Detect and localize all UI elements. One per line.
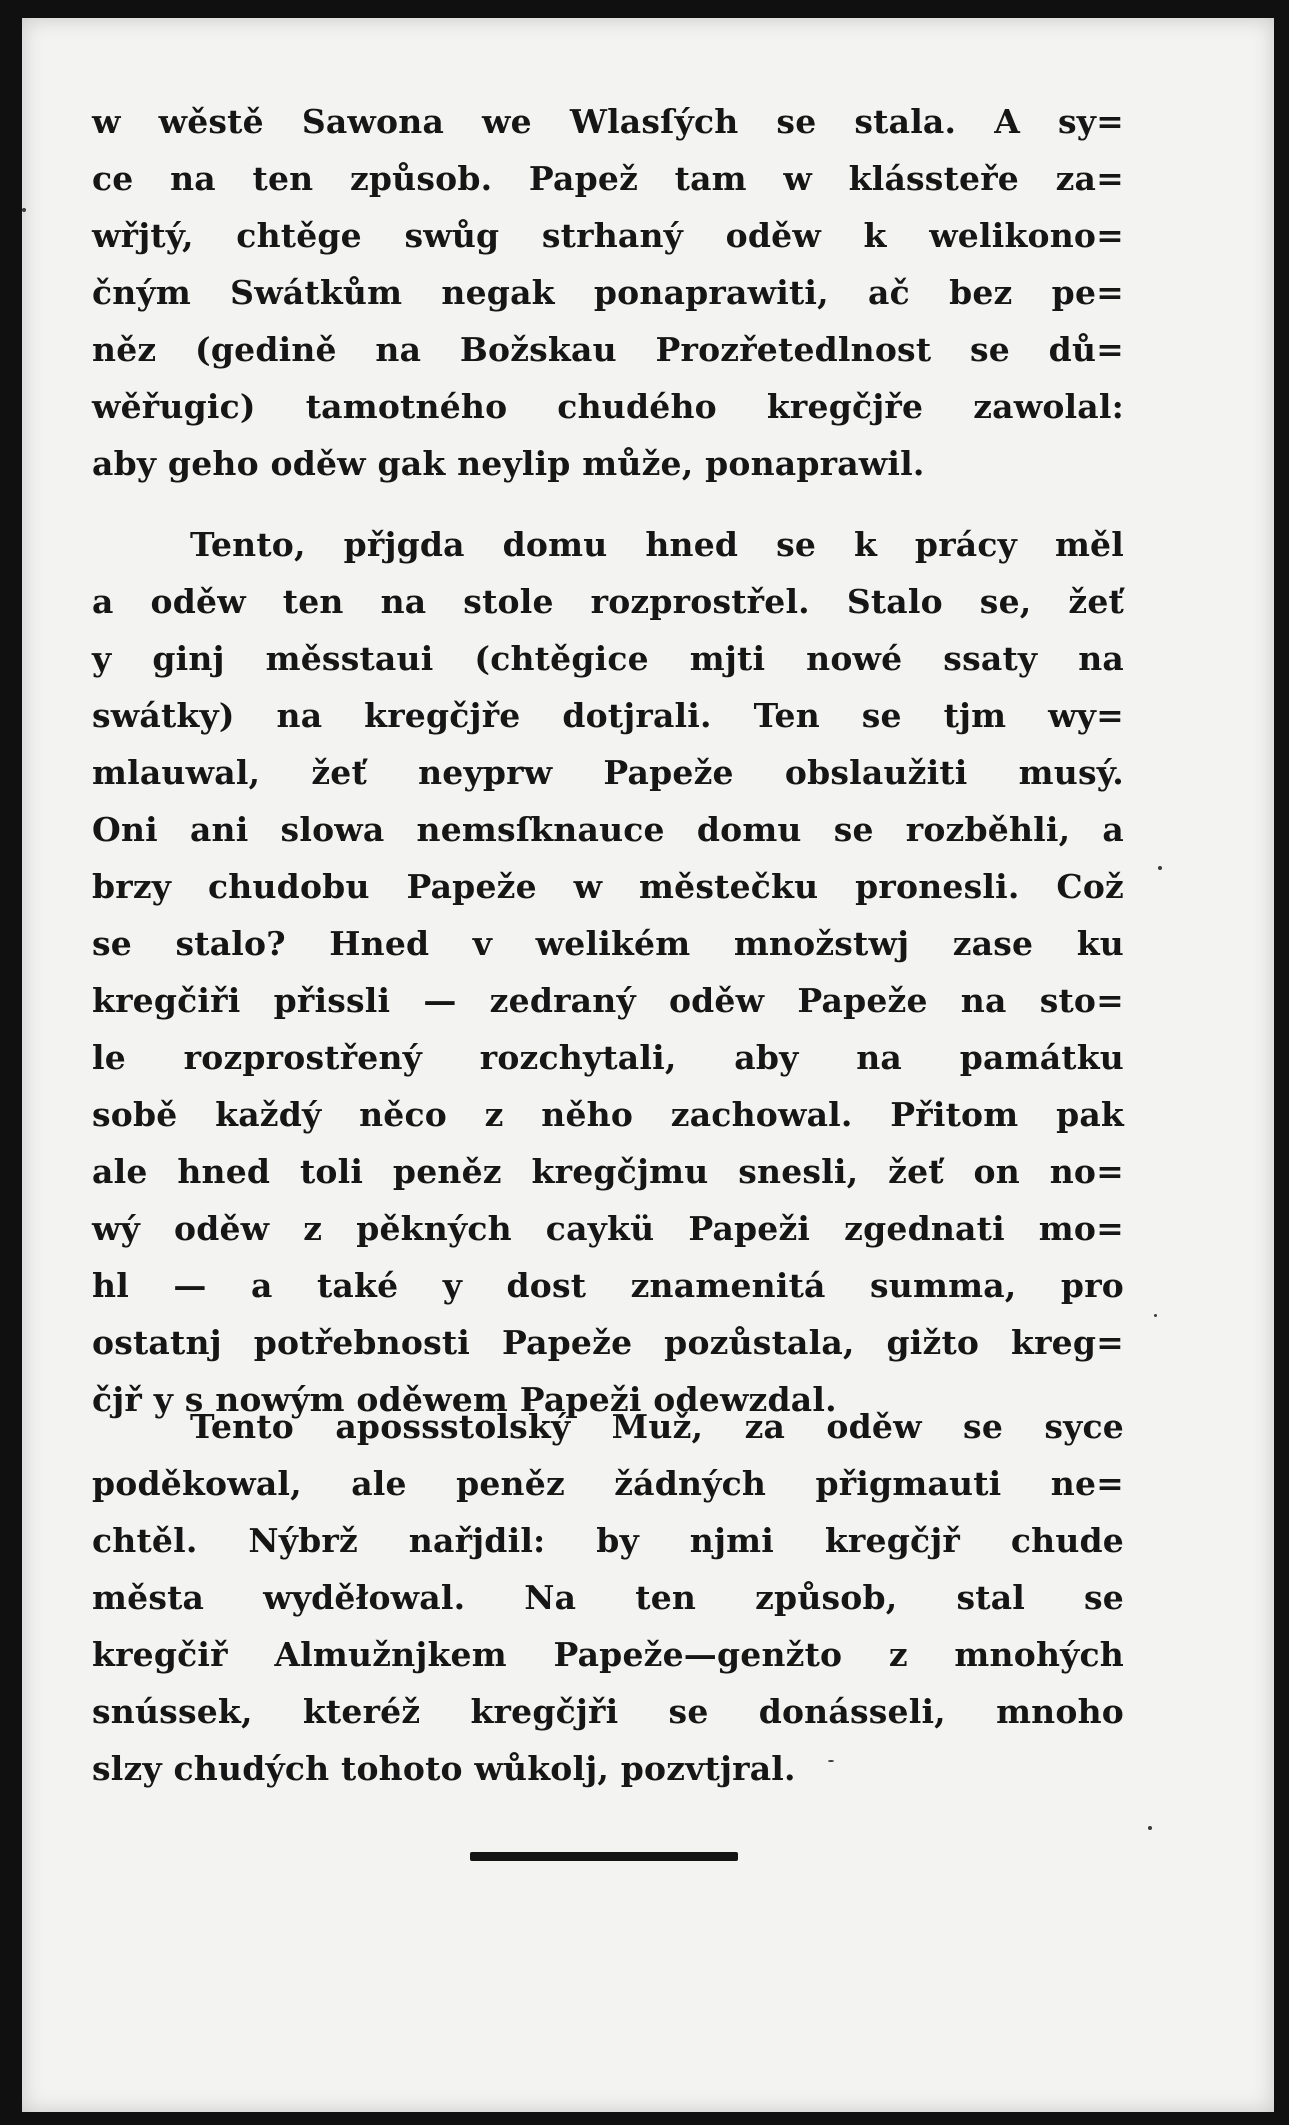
paragraph-3 bbox=[92, 1398, 1124, 1797]
text-line: ostatnj potřebnosti Papeže pozůstala, gižto kreg= bbox=[92, 1323, 1124, 1362]
text-line: něz (gedině na Božskau Prozřetedlnost se dů= bbox=[92, 330, 1124, 369]
ink-speck bbox=[1158, 866, 1162, 870]
text-line: čjř y s nowým oděwem Papeži odewzdal. bbox=[92, 1380, 837, 1419]
text-line: aby geho oděw gak neylip může, ponaprawil. bbox=[92, 444, 925, 483]
text-line: poděkowal, ale peněz žádných přigmauti ne= bbox=[92, 1464, 1124, 1503]
text-line: mlauwal, žeť neyprw Papeže obslaužiti musý. bbox=[92, 753, 1124, 792]
text-line: le rozprostřený rozchytali, aby na památku bbox=[92, 1038, 1124, 1077]
text-line: sobě každý něco z něho zachowal. Přitom pak bbox=[92, 1095, 1124, 1134]
text-line: brzy chudobu Papeže w městečku pronesli. Což bbox=[92, 867, 1124, 906]
text-line: ce na ten způsob. Papež tam w klássteře za= bbox=[92, 159, 1124, 198]
text-line: kregčiř Almužnjkem Papeže—genžto z mnohých bbox=[92, 1635, 1124, 1674]
ink-speck bbox=[1148, 1826, 1152, 1830]
text-line: hl — a také y dost znamenitá summa, pro bbox=[92, 1266, 1124, 1305]
text-line: čným Swátkům negak ponaprawiti, ač bez pe= bbox=[92, 273, 1124, 312]
end-rule bbox=[470, 1852, 738, 1861]
text-line: kregčiři přissli — zedraný oděw Papeže na sto= bbox=[92, 981, 1124, 1020]
text-line: swátky) na kregčjře dotjrali. Ten se tjm wy= bbox=[92, 696, 1124, 735]
text-line: a oděw ten na stole rozprostřel. Stalo se, žeť bbox=[92, 582, 1124, 621]
text-line: slzy chudých tohoto wůkolj, pozvtjral. bbox=[92, 1749, 796, 1788]
text-line: města wyděłowal. Na ten způsob, stal se bbox=[92, 1578, 1124, 1617]
text-line: y ginj měsstaui (chtěgice mjti nowé ssaty na bbox=[92, 639, 1124, 678]
text-line: ale hned toli peněz kregčjmu snesli, žeť on no= bbox=[92, 1152, 1124, 1191]
ink-speck bbox=[1154, 1314, 1157, 1317]
book-page bbox=[22, 18, 1274, 2112]
text-line: Oni ani slowa nemsſknauce domu se rozběhli, a bbox=[92, 810, 1124, 849]
text-line: snússek, kteréž kregčjři se donásseli, mnoho bbox=[92, 1692, 1124, 1731]
paragraph-1 bbox=[92, 93, 1124, 492]
text-line: wěřugic) tamotného chudého kregčjře zawolal: bbox=[92, 387, 1124, 426]
ink-speck bbox=[22, 208, 26, 212]
ink-speck bbox=[828, 1760, 834, 1762]
text-line: chtěl. Nýbrž nařjdil: by njmi kregčjř chude bbox=[92, 1521, 1124, 1560]
text-line: wřjtý, chtěge swůg strhaný oděw k welikono= bbox=[92, 216, 1124, 255]
text-line: se stalo? Hned v welikém množstwj zase ku bbox=[92, 924, 1124, 963]
text-line: wý oděw z pěkných caykü Papeži zgednati mo= bbox=[92, 1209, 1124, 1248]
text-line: Tento, přjgda domu hned se k prácy měl bbox=[190, 525, 1124, 564]
paragraph-2 bbox=[92, 516, 1124, 1428]
text-line: Tento apossstolský Muž, za oděw se syce bbox=[190, 1407, 1124, 1446]
text-line: w wěstě Sawona we Wlasſých se stala. A sy= bbox=[92, 102, 1124, 141]
